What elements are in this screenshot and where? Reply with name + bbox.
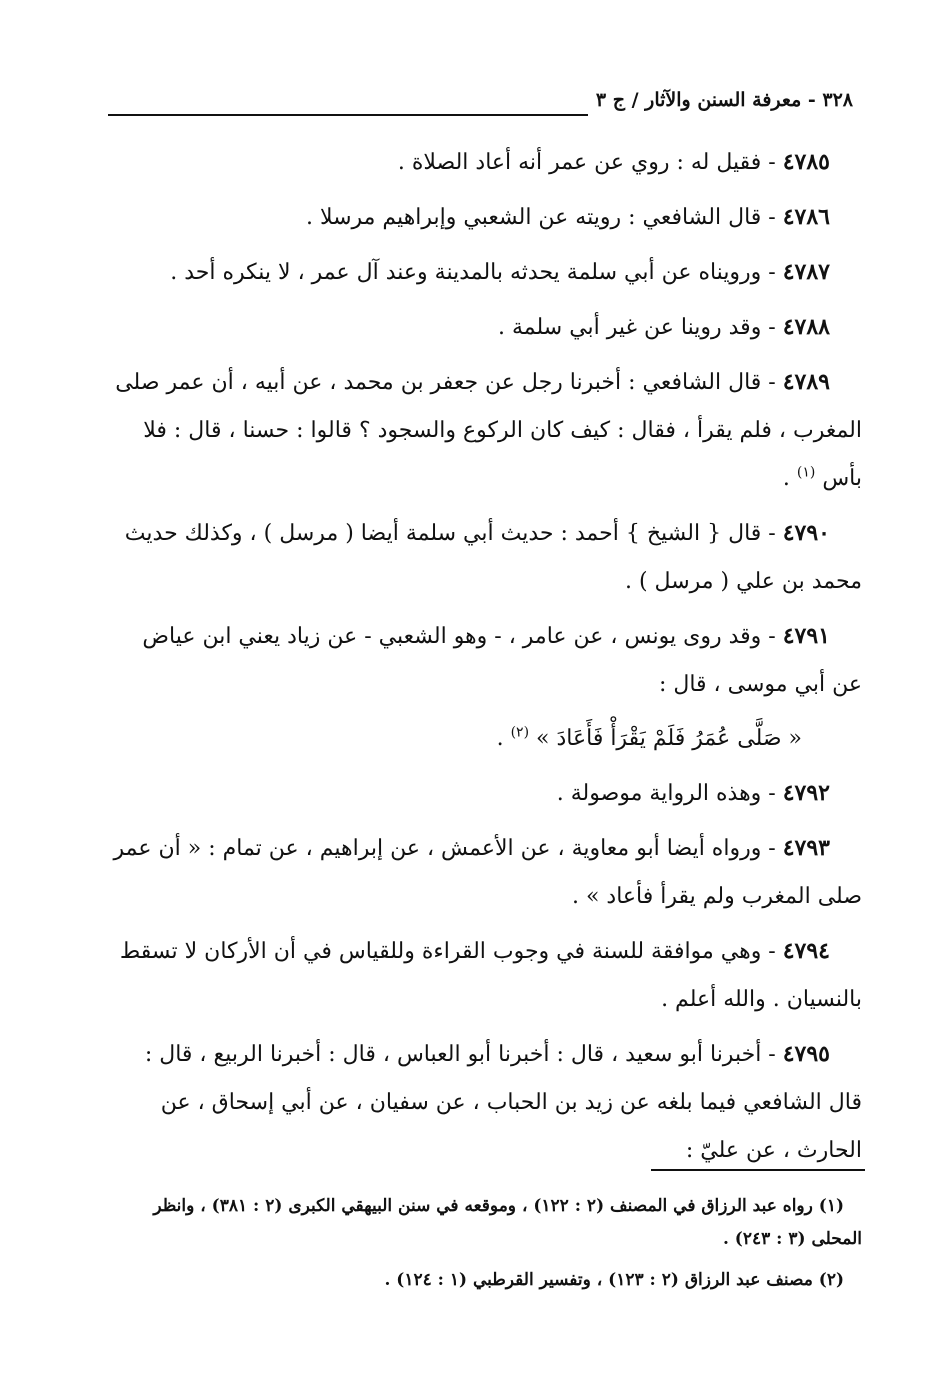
paragraph-4788 — [110, 303, 862, 352]
paragraph-text: - وهذه الرواية موصولة . — [556, 781, 783, 806]
main-text — [110, 138, 862, 1181]
paragraph-4794 — [110, 927, 862, 1024]
paragraph-number: ٤٧٩٣ — [782, 835, 830, 861]
paragraph-number: ٤٧٨٨ — [782, 314, 830, 340]
quote-tail: . — [496, 726, 511, 751]
paragraph-4790 — [110, 509, 862, 606]
paragraph-number: ٤٧٩٤ — [782, 938, 830, 964]
footnote-2: (٢) مصنف عبد الرزاق (٢ : ١٢٣) ، وتفسير القرطبي (١ : ١٢٤) . — [384, 1270, 844, 1290]
paragraph-text: - فقيل له : روي عن عمر أنه أعاد الصلاة . — [397, 150, 783, 175]
paragraph-4786 — [110, 193, 862, 242]
paragraph-4789 — [110, 358, 862, 503]
paragraph-text: - أخبرنا أبو سعيد ، قال : أخبرنا أبو العباس ، قال : أخبرنا الربيع ، قال : قال الشافعي فيما بلغه عن زيد بن الحباب ، عن سفيان ، عن أبي إسحاق ، عن الحارث ، عن عليّ : — [144, 1042, 862, 1163]
paragraph-4795 — [110, 1030, 862, 1175]
paragraph-number: ٤٧٨٩ — [782, 369, 830, 395]
paragraph-text: - قال الشافعي : رويته عن الشعبي وإبراهيم مرسلا . — [305, 205, 783, 230]
paragraph-4785 — [110, 138, 862, 187]
paragraph-text: - وهي موافقة للسنة في وجوب القراءة وللقياس في أن الأركان لا تسقط بالنسيان . والله أعلم . — [119, 939, 862, 1012]
paragraph-4792 — [110, 769, 862, 818]
paragraph-text: - ورويناه عن أبي سلمة يحدثه بالمدينة وعند آل عمر ، لا ينكره أحد . — [170, 260, 783, 285]
paragraph-tail: . — [782, 466, 797, 491]
paragraph-text: - وقد روى يونس ، عن عامر ، - وهو الشعبي - عن زياد يعني ابن عياض عن أبي موسى ، قال : — [142, 624, 862, 697]
paragraph-number: ٤٧٨٧ — [782, 259, 830, 285]
paragraph-text: - وقد روينا عن غير أبي سلمة . — [498, 315, 783, 340]
hadith-quote — [110, 715, 862, 763]
paragraph-number: ٤٧٩٢ — [782, 780, 830, 806]
footnote-1: (١) رواه عبد الرزاق في المصنف (٢ : ١٢٢) ، وموقعه في سنن البيهقي الكبرى (٢ : ٣٨١) ، وانظر المحلى (٣ : ٢٤٣) . — [153, 1196, 862, 1249]
running-header: ٣٢٨ - معرفة السنن والآثار / ج ٣ — [588, 84, 853, 116]
paragraph-number: ٤٧٩٥ — [782, 1041, 830, 1067]
paragraph-number: ٤٧٩٠ — [782, 520, 830, 546]
footnote-ref-1[interactable]: (١) — [796, 464, 816, 481]
paragraph-4793 — [110, 824, 862, 921]
footnotes — [110, 1190, 862, 1305]
paragraph-number: ٤٧٨٦ — [782, 204, 830, 230]
footnote-separator — [651, 1169, 865, 1171]
footnote-ref-2[interactable]: (٢) — [510, 724, 530, 741]
paragraph-text: - قال { الشيخ } أحمد : حديث أبي سلمة أيضا ( مرسل ) ، وكذلك حديث محمد بن علي ( مرسل ) . — [124, 521, 862, 594]
paragraph-4791 — [110, 612, 862, 709]
paragraph-number: ٤٧٩١ — [782, 623, 830, 649]
paragraph-text: - قال الشافعي : أخبرنا رجل عن جعفر بن محمد ، عن أبيه ، أن عمر صلى المغرب ، فلم يقرأ ، فقال : كيف كان الركوع والسجود ؟ قالوا : حسنا ، قال : فلا بأس — [115, 370, 862, 491]
paragraph-text: - ورواه أيضا أبو معاوية ، عن الأعمش ، عن إبراهيم ، عن تمام : « أن عمر صلى المغرب ولم يقرأ فأعاد » . — [113, 836, 862, 909]
paragraph-4787 — [110, 248, 862, 297]
paragraph-number: ٤٧٨٥ — [782, 149, 830, 175]
page-header — [108, 84, 853, 120]
quote-text: « صَلَّى عُمَرُ فَلَمْ يَقْرَأْ فَأَعَادَ » — [536, 726, 802, 751]
